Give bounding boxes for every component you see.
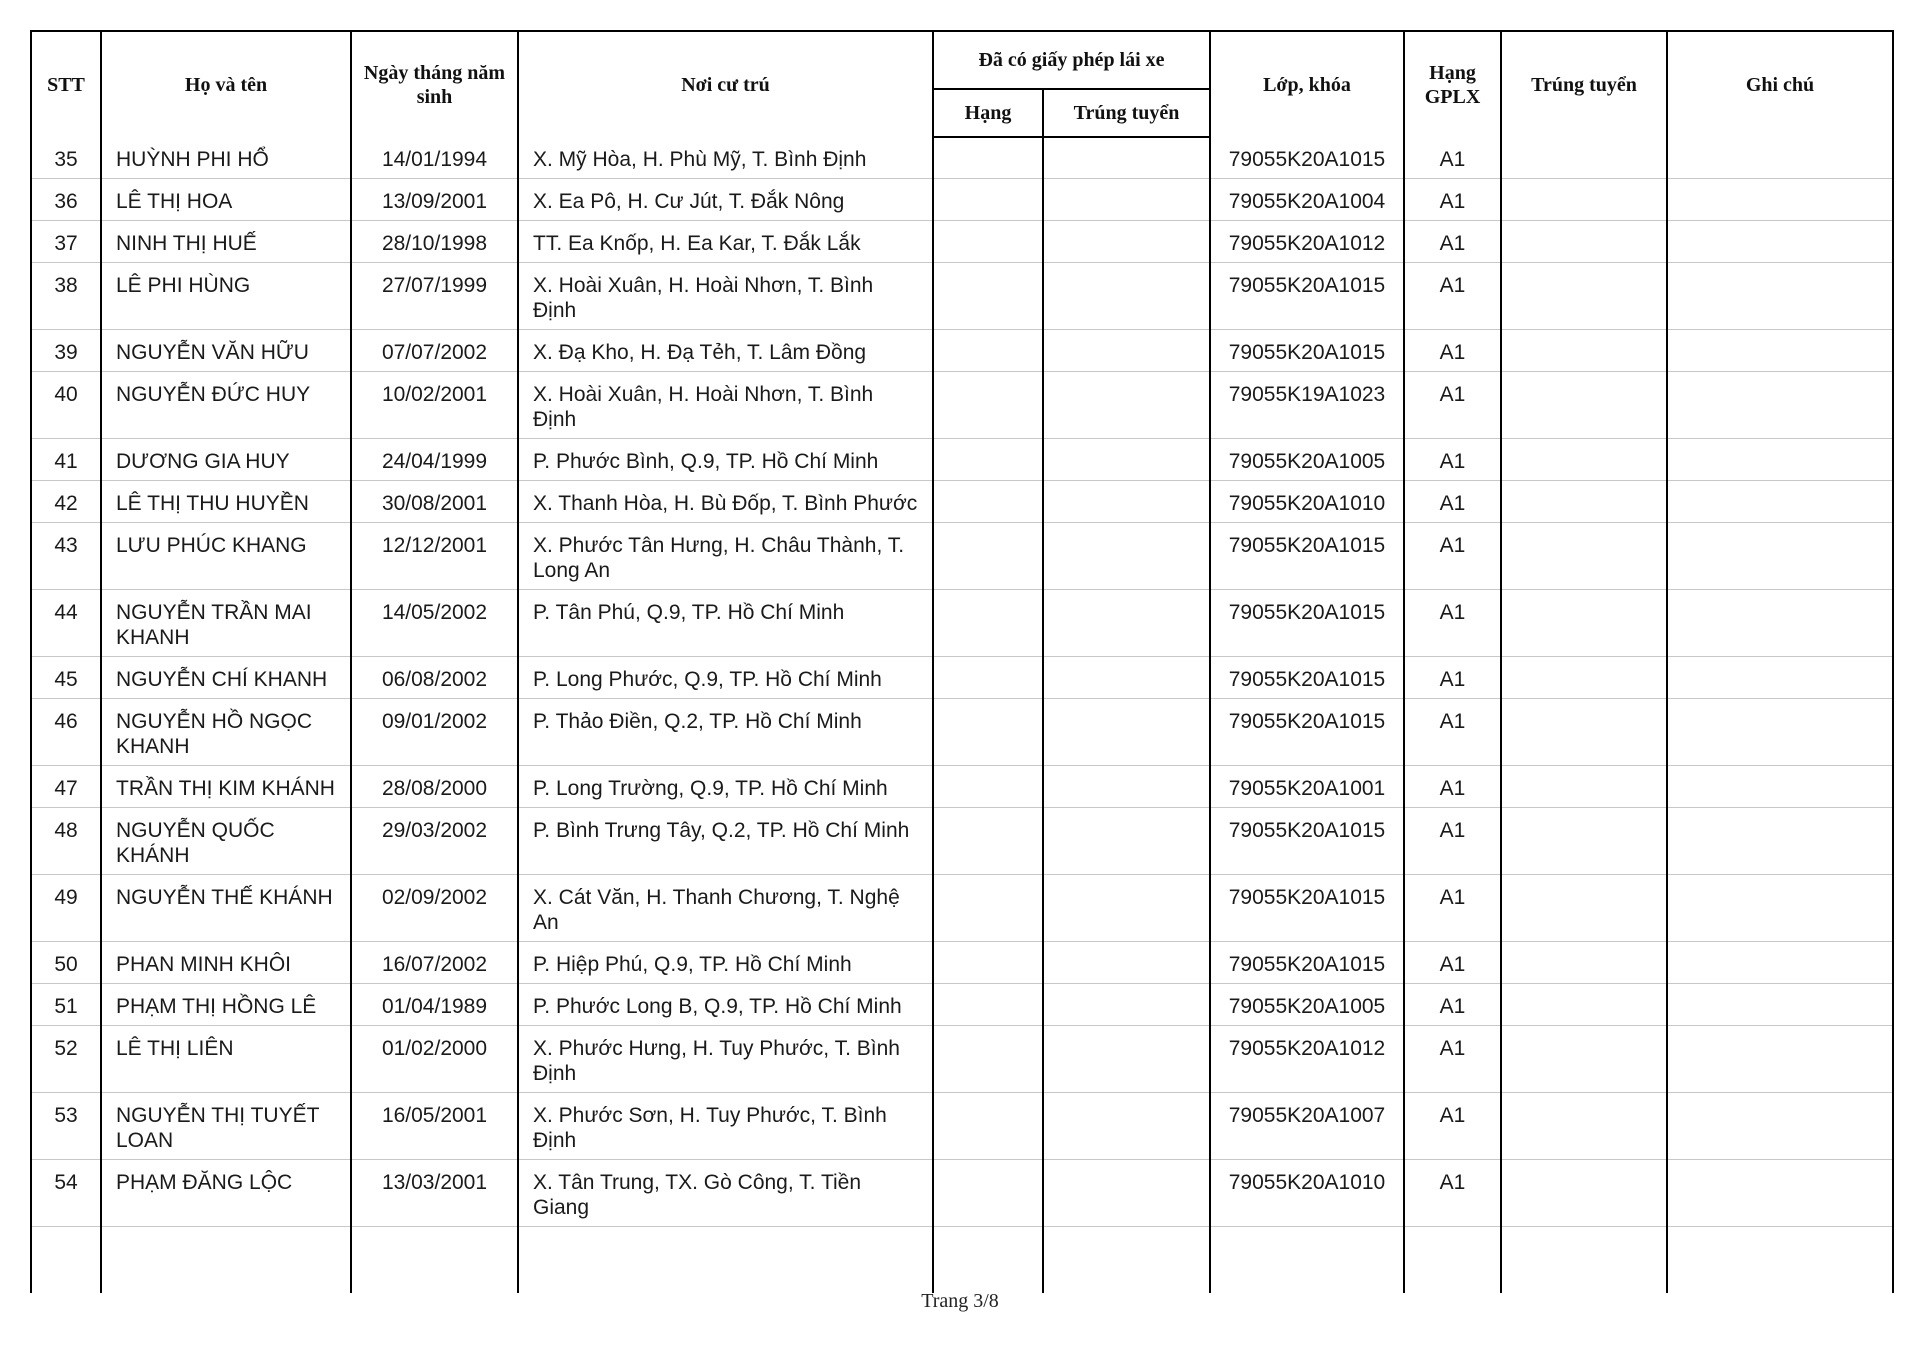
- cell-name: LÊ THỊ LIÊN: [101, 1026, 351, 1093]
- cell-notes: [1667, 372, 1893, 439]
- cell-dob: 29/03/2002: [351, 808, 518, 875]
- candidate-table: [30, 30, 1894, 1293]
- cell-notes: [1667, 481, 1893, 523]
- cell-address: P. Long Trường, Q.9, TP. Hồ Chí Minh: [518, 766, 933, 808]
- table-row: [31, 984, 1893, 1026]
- table-row: [31, 875, 1893, 942]
- cell-license-grade: A1: [1404, 523, 1501, 590]
- cell-dob: 30/08/2001: [351, 481, 518, 523]
- cell-stt: 50: [31, 942, 101, 984]
- cell-existing-grade: [933, 590, 1043, 657]
- page-number: Trang 3/8: [921, 1290, 999, 1312]
- cell-notes: [1667, 179, 1893, 221]
- cell-existing-admitted: [1043, 699, 1210, 766]
- cell-existing-grade: [933, 942, 1043, 984]
- cell-license-grade: A1: [1404, 1093, 1501, 1160]
- cell-address: P. Tân Phú, Q.9, TP. Hồ Chí Minh: [518, 590, 933, 657]
- empty-cell: [101, 1227, 351, 1294]
- table-row: [31, 942, 1893, 984]
- cell-address: X. Phước Sơn, H. Tuy Phước, T. Bình Định: [518, 1093, 933, 1160]
- cell-existing-admitted: [1043, 1026, 1210, 1093]
- cell-license-grade: A1: [1404, 1026, 1501, 1093]
- cell-name: NGUYỄN THẾ KHÁNH: [101, 875, 351, 942]
- cell-existing-admitted: [1043, 875, 1210, 942]
- cell-name: NGUYỄN VĂN HỮU: [101, 330, 351, 372]
- document-page: [30, 30, 1892, 1293]
- cell-license-grade: A1: [1404, 699, 1501, 766]
- cell-address: P. Bình Trưng Tây, Q.2, TP. Hồ Chí Minh: [518, 808, 933, 875]
- table-row: [31, 481, 1893, 523]
- cell-dob: 01/04/1989: [351, 984, 518, 1026]
- cell-existing-grade: [933, 699, 1043, 766]
- empty-row: [31, 1227, 1893, 1294]
- table-row: [31, 221, 1893, 263]
- cell-name: LƯU PHÚC KHANG: [101, 523, 351, 590]
- cell-existing-grade: [933, 523, 1043, 590]
- cell-dob: 12/12/2001: [351, 523, 518, 590]
- cell-admitted: [1501, 221, 1667, 263]
- cell-admitted: [1501, 481, 1667, 523]
- empty-cell: [1667, 1227, 1893, 1294]
- cell-existing-admitted: [1043, 1160, 1210, 1227]
- empty-cell: [1210, 1227, 1404, 1294]
- cell-dob: 06/08/2002: [351, 657, 518, 699]
- cell-notes: [1667, 766, 1893, 808]
- cell-existing-grade: [933, 179, 1043, 221]
- cell-name: PHAN MINH KHÔI: [101, 942, 351, 984]
- cell-class: 79055K20A1015: [1210, 137, 1404, 179]
- cell-name: DƯƠNG GIA HUY: [101, 439, 351, 481]
- cell-stt: 44: [31, 590, 101, 657]
- cell-existing-grade: [933, 263, 1043, 330]
- cell-existing-admitted: [1043, 263, 1210, 330]
- cell-class: 79055K20A1015: [1210, 699, 1404, 766]
- cell-license-grade: A1: [1404, 481, 1501, 523]
- cell-existing-admitted: [1043, 657, 1210, 699]
- table-row: [31, 808, 1893, 875]
- cell-name: NGUYỄN HỒ NGỌC KHANH: [101, 699, 351, 766]
- empty-cell: [1404, 1227, 1501, 1294]
- table-header: [31, 31, 1893, 137]
- table-row: [31, 523, 1893, 590]
- cell-admitted: [1501, 1026, 1667, 1093]
- cell-admitted: [1501, 657, 1667, 699]
- cell-admitted: [1501, 1160, 1667, 1227]
- cell-notes: [1667, 984, 1893, 1026]
- empty-cell: [518, 1227, 933, 1294]
- cell-existing-admitted: [1043, 481, 1210, 523]
- cell-notes: [1667, 221, 1893, 263]
- cell-existing-grade: [933, 330, 1043, 372]
- cell-address: X. Hoài Xuân, H. Hoài Nhơn, T. Bình Định: [518, 263, 933, 330]
- cell-dob: 07/07/2002: [351, 330, 518, 372]
- cell-notes: [1667, 330, 1893, 372]
- cell-name: HUỲNH PHI HỔ: [101, 137, 351, 179]
- cell-admitted: [1501, 984, 1667, 1026]
- empty-cell: [1501, 1227, 1667, 1294]
- cell-stt: 47: [31, 766, 101, 808]
- cell-stt: 41: [31, 439, 101, 481]
- cell-name: NGUYỄN THỊ TUYẾT LOAN: [101, 1093, 351, 1160]
- cell-address: X. Ea Pô, H. Cư Jút, T. Đắk Nông: [518, 179, 933, 221]
- cell-license-grade: A1: [1404, 179, 1501, 221]
- cell-existing-admitted: [1043, 942, 1210, 984]
- cell-existing-admitted: [1043, 221, 1210, 263]
- cell-class: 79055K20A1005: [1210, 984, 1404, 1026]
- cell-address: P. Hiệp Phú, Q.9, TP. Hồ Chí Minh: [518, 942, 933, 984]
- cell-address: X. Phước Hưng, H. Tuy Phước, T. Bình Định: [518, 1026, 933, 1093]
- cell-name: NINH THỊ HUẾ: [101, 221, 351, 263]
- cell-dob: 27/07/1999: [351, 263, 518, 330]
- cell-name: PHẠM THỊ HỒNG LÊ: [101, 984, 351, 1026]
- cell-stt: 40: [31, 372, 101, 439]
- empty-cell: [933, 1227, 1043, 1294]
- table-row: [31, 1026, 1893, 1093]
- cell-class: 79055K20A1010: [1210, 481, 1404, 523]
- cell-notes: [1667, 1160, 1893, 1227]
- col-header-address: Nơi cư trú: [518, 31, 933, 137]
- cell-class: 79055K20A1015: [1210, 590, 1404, 657]
- cell-existing-admitted: [1043, 179, 1210, 221]
- cell-admitted: [1501, 699, 1667, 766]
- cell-dob: 28/10/1998: [351, 221, 518, 263]
- cell-dob: 13/03/2001: [351, 1160, 518, 1227]
- cell-existing-admitted: [1043, 590, 1210, 657]
- cell-license-grade: A1: [1404, 590, 1501, 657]
- cell-stt: 53: [31, 1093, 101, 1160]
- cell-existing-admitted: [1043, 439, 1210, 481]
- cell-notes: [1667, 699, 1893, 766]
- cell-address: P. Thảo Điền, Q.2, TP. Hồ Chí Minh: [518, 699, 933, 766]
- cell-address: P. Phước Long B, Q.9, TP. Hồ Chí Minh: [518, 984, 933, 1026]
- cell-class: 79055K20A1015: [1210, 263, 1404, 330]
- cell-dob: 02/09/2002: [351, 875, 518, 942]
- cell-existing-grade: [933, 439, 1043, 481]
- cell-class: 79055K20A1015: [1210, 523, 1404, 590]
- cell-dob: 16/07/2002: [351, 942, 518, 984]
- cell-stt: 36: [31, 179, 101, 221]
- cell-name: NGUYỄN QUỐC KHÁNH: [101, 808, 351, 875]
- cell-class: 79055K20A1005: [1210, 439, 1404, 481]
- cell-existing-grade: [933, 808, 1043, 875]
- cell-name: PHẠM ĐĂNG LỘC: [101, 1160, 351, 1227]
- table-row: [31, 1093, 1893, 1160]
- cell-existing-admitted: [1043, 766, 1210, 808]
- cell-class: 79055K20A1015: [1210, 875, 1404, 942]
- cell-existing-grade: [933, 1160, 1043, 1227]
- cell-admitted: [1501, 590, 1667, 657]
- cell-name: LÊ PHI HÙNG: [101, 263, 351, 330]
- cell-existing-grade: [933, 657, 1043, 699]
- cell-license-grade: A1: [1404, 984, 1501, 1026]
- cell-name: NGUYỄN CHÍ KHANH: [101, 657, 351, 699]
- cell-class: 79055K20A1007: [1210, 1093, 1404, 1160]
- cell-class: 79055K20A1015: [1210, 942, 1404, 984]
- cell-license-grade: A1: [1404, 372, 1501, 439]
- cell-existing-admitted: [1043, 984, 1210, 1026]
- cell-dob: 16/05/2001: [351, 1093, 518, 1160]
- cell-existing-grade: [933, 766, 1043, 808]
- cell-stt: 46: [31, 699, 101, 766]
- cell-stt: 49: [31, 875, 101, 942]
- cell-license-grade: A1: [1404, 808, 1501, 875]
- cell-stt: 54: [31, 1160, 101, 1227]
- cell-license-grade: A1: [1404, 137, 1501, 179]
- cell-admitted: [1501, 766, 1667, 808]
- cell-notes: [1667, 875, 1893, 942]
- cell-class: 79055K20A1012: [1210, 1026, 1404, 1093]
- cell-notes: [1667, 1093, 1893, 1160]
- cell-license-grade: A1: [1404, 330, 1501, 372]
- col-header-notes: Ghi chú: [1667, 31, 1893, 137]
- cell-stt: 35: [31, 137, 101, 179]
- cell-name: LÊ THỊ HOA: [101, 179, 351, 221]
- cell-notes: [1667, 263, 1893, 330]
- table-row: [31, 657, 1893, 699]
- cell-address: X. Hoài Xuân, H. Hoài Nhơn, T. Bình Định: [518, 372, 933, 439]
- cell-stt: 43: [31, 523, 101, 590]
- cell-existing-grade: [933, 481, 1043, 523]
- cell-class: 79055K20A1010: [1210, 1160, 1404, 1227]
- cell-admitted: [1501, 439, 1667, 481]
- cell-license-grade: A1: [1404, 1160, 1501, 1227]
- cell-class: 79055K20A1012: [1210, 221, 1404, 263]
- cell-existing-admitted: [1043, 372, 1210, 439]
- cell-admitted: [1501, 179, 1667, 221]
- table-row: [31, 439, 1893, 481]
- cell-existing-grade: [933, 1026, 1043, 1093]
- cell-admitted: [1501, 808, 1667, 875]
- cell-existing-grade: [933, 137, 1043, 179]
- cell-stt: 39: [31, 330, 101, 372]
- cell-existing-admitted: [1043, 330, 1210, 372]
- col-header-dob: Ngày tháng năm sinh: [351, 31, 518, 137]
- cell-notes: [1667, 439, 1893, 481]
- col-header-class: Lớp, khóa: [1210, 31, 1404, 137]
- cell-license-grade: A1: [1404, 439, 1501, 481]
- cell-stt: 48: [31, 808, 101, 875]
- cell-address: P. Phước Bình, Q.9, TP. Hồ Chí Minh: [518, 439, 933, 481]
- empty-cell: [31, 1227, 101, 1294]
- cell-stt: 38: [31, 263, 101, 330]
- cell-admitted: [1501, 875, 1667, 942]
- cell-class: 79055K19A1023: [1210, 372, 1404, 439]
- cell-existing-admitted: [1043, 808, 1210, 875]
- cell-address: P. Long Phước, Q.9, TP. Hồ Chí Minh: [518, 657, 933, 699]
- cell-existing-grade: [933, 875, 1043, 942]
- cell-dob: 13/09/2001: [351, 179, 518, 221]
- cell-stt: 52: [31, 1026, 101, 1093]
- cell-class: 79055K20A1015: [1210, 330, 1404, 372]
- cell-address: X. Đạ Kho, H. Đạ Tẻh, T. Lâm Đồng: [518, 330, 933, 372]
- table-row: [31, 179, 1893, 221]
- cell-admitted: [1501, 942, 1667, 984]
- cell-class: 79055K20A1015: [1210, 657, 1404, 699]
- col-header-admitted: Trúng tuyển: [1501, 31, 1667, 137]
- cell-notes: [1667, 657, 1893, 699]
- cell-dob: 24/04/1999: [351, 439, 518, 481]
- cell-dob: 14/05/2002: [351, 590, 518, 657]
- cell-address: X. Tân Trung, TX. Gò Công, T. Tiền Giang: [518, 1160, 933, 1227]
- cell-admitted: [1501, 137, 1667, 179]
- cell-name: TRẦN THỊ KIM KHÁNH: [101, 766, 351, 808]
- cell-admitted: [1501, 263, 1667, 330]
- col-header-existing-license: Đã có giấy phép lái xe: [933, 31, 1210, 89]
- cell-stt: 45: [31, 657, 101, 699]
- cell-stt: 37: [31, 221, 101, 263]
- cell-admitted: [1501, 372, 1667, 439]
- cell-license-grade: A1: [1404, 657, 1501, 699]
- col-header-grade: Hạng: [933, 89, 1043, 137]
- col-header-admitted-sub: Trúng tuyển: [1043, 89, 1210, 137]
- table-body: [31, 137, 1893, 1293]
- cell-stt: 51: [31, 984, 101, 1026]
- cell-dob: 09/01/2002: [351, 699, 518, 766]
- cell-license-grade: A1: [1404, 942, 1501, 984]
- cell-license-grade: A1: [1404, 221, 1501, 263]
- cell-existing-grade: [933, 221, 1043, 263]
- empty-cell: [351, 1227, 518, 1294]
- cell-existing-grade: [933, 372, 1043, 439]
- cell-admitted: [1501, 1093, 1667, 1160]
- table-row: [31, 263, 1893, 330]
- cell-existing-admitted: [1043, 523, 1210, 590]
- cell-existing-grade: [933, 1093, 1043, 1160]
- cell-class: 79055K20A1004: [1210, 179, 1404, 221]
- cell-class: 79055K20A1001: [1210, 766, 1404, 808]
- cell-license-grade: A1: [1404, 766, 1501, 808]
- cell-notes: [1667, 137, 1893, 179]
- cell-admitted: [1501, 330, 1667, 372]
- cell-address: X. Phước Tân Hưng, H. Châu Thành, T. Long An: [518, 523, 933, 590]
- table-row: [31, 137, 1893, 179]
- col-header-license-grade: Hạng GPLX: [1404, 31, 1501, 137]
- table-row: [31, 766, 1893, 808]
- empty-cell: [1043, 1227, 1210, 1294]
- col-header-stt: STT: [31, 31, 101, 137]
- cell-address: X. Mỹ Hòa, H. Phù Mỹ, T. Bình Định: [518, 137, 933, 179]
- cell-notes: [1667, 808, 1893, 875]
- table-row: [31, 699, 1893, 766]
- cell-dob: 01/02/2000: [351, 1026, 518, 1093]
- cell-name: NGUYỄN ĐỨC HUY: [101, 372, 351, 439]
- cell-name: LÊ THỊ THU HUYỀN: [101, 481, 351, 523]
- cell-notes: [1667, 590, 1893, 657]
- table-row: [31, 1160, 1893, 1227]
- table-row: [31, 372, 1893, 439]
- cell-existing-admitted: [1043, 137, 1210, 179]
- cell-notes: [1667, 523, 1893, 590]
- cell-existing-grade: [933, 984, 1043, 1026]
- cell-address: X. Cát Văn, H. Thanh Chương, T. Nghệ An: [518, 875, 933, 942]
- cell-admitted: [1501, 523, 1667, 590]
- table-row: [31, 590, 1893, 657]
- cell-dob: 28/08/2000: [351, 766, 518, 808]
- cell-notes: [1667, 942, 1893, 984]
- cell-address: X. Thanh Hòa, H. Bù Đốp, T. Bình Phước: [518, 481, 933, 523]
- cell-license-grade: A1: [1404, 875, 1501, 942]
- col-header-name: Họ và tên: [101, 31, 351, 137]
- cell-notes: [1667, 1026, 1893, 1093]
- cell-existing-admitted: [1043, 1093, 1210, 1160]
- cell-stt: 42: [31, 481, 101, 523]
- table-row: [31, 330, 1893, 372]
- cell-class: 79055K20A1015: [1210, 808, 1404, 875]
- cell-license-grade: A1: [1404, 263, 1501, 330]
- cell-dob: 14/01/1994: [351, 137, 518, 179]
- cell-address: TT. Ea Knốp, H. Ea Kar, T. Đắk Lắk: [518, 221, 933, 263]
- cell-name: NGUYỄN TRẦN MAI KHANH: [101, 590, 351, 657]
- cell-dob: 10/02/2001: [351, 372, 518, 439]
